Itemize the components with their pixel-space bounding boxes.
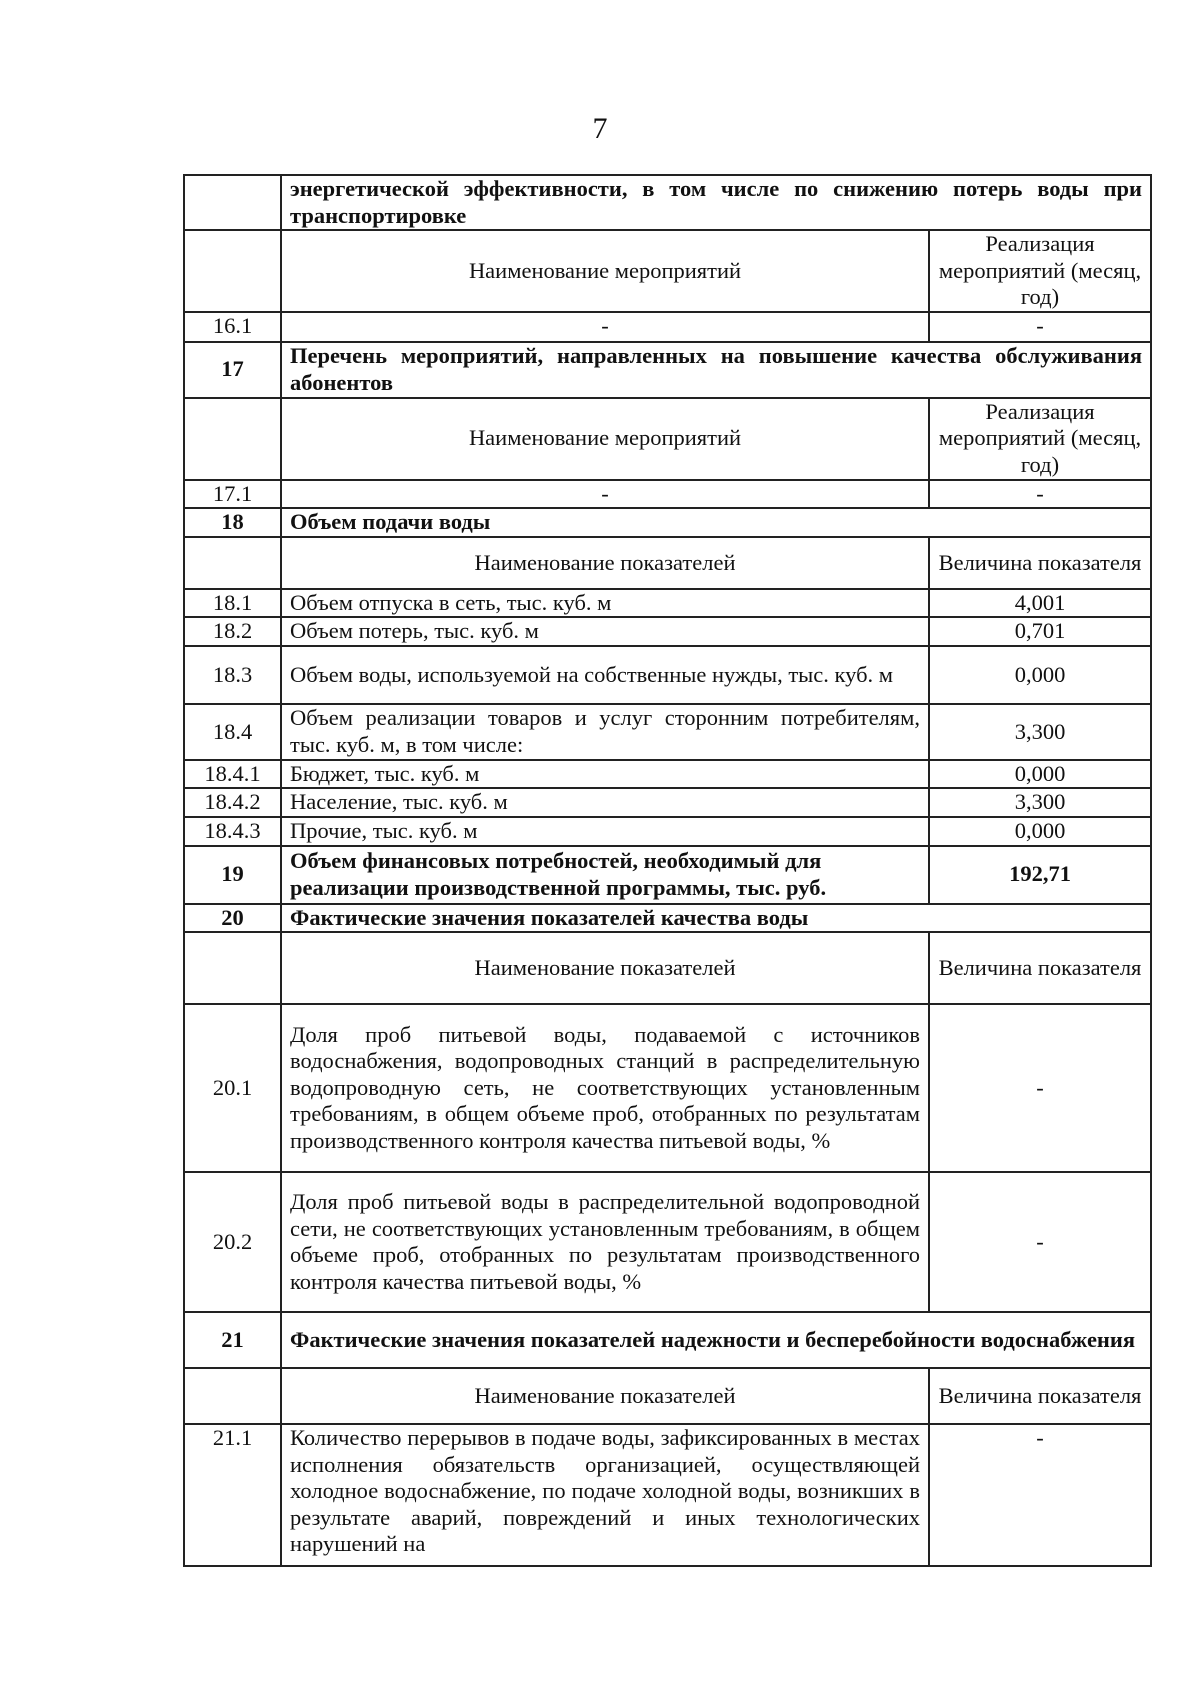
indicator-value: 0,000 <box>929 817 1151 846</box>
section-16-title-continued: энергетической эффективности, в том числе по снижению потерь воды при транспортировке <box>281 175 1151 230</box>
indicator-name: Доля проб питьевой воды в распределительной водопроводной сети, не соответствующих установленным требованиям, в общем объеме проб, отобранных по результатам производственного контроля качества питьевой воды, % <box>281 1172 929 1312</box>
indicator-name: Объем отпуска в сеть, тыс. куб. м <box>281 589 929 618</box>
section-title: Фактические значения показателей качества воды <box>281 904 1151 933</box>
table-row <box>184 904 1151 933</box>
row-number: 18.2 <box>184 617 281 646</box>
section-number: 17 <box>184 342 281 398</box>
table-row <box>184 788 1151 817</box>
row-number: 18.3 <box>184 646 281 704</box>
indicator-name: Объем потерь, тыс. куб. м <box>281 617 929 646</box>
indicator-value: 0,000 <box>929 646 1151 704</box>
financial-needs-label: Объем финансовых потребностей, необходимый для реализации производственной программы, тыс. руб. <box>281 846 929 904</box>
indicators-name-header: Наименование показателей <box>281 932 929 1004</box>
section-title: Фактические значения показателей надежности и бесперебойности водоснабжения <box>281 1312 1151 1368</box>
row-number: 20.1 <box>184 1004 281 1172</box>
financial-needs-value: 192,71 <box>929 846 1151 904</box>
row-number: 18.1 <box>184 589 281 618</box>
table-row <box>184 617 1151 646</box>
indicator-value: 3,300 <box>929 788 1151 817</box>
table-row <box>184 589 1151 618</box>
indicator-name: Количество перерывов в подаче воды, зафиксированных в местах исполнения обязательств организацией, осуществляющей холодное водоснабжение, по подаче холодной воды, возникших в результате аварий, повреждений и иных технологических нарушений на <box>281 1424 929 1566</box>
events-realization-header: Реализация мероприятий (месяц, год) <box>929 398 1151 480</box>
indicators-name-header: Наименование показателей <box>281 1368 929 1424</box>
table-row <box>184 1424 1151 1566</box>
num-cell <box>184 932 281 1004</box>
table-row <box>184 175 1151 230</box>
event-name: - <box>281 480 929 509</box>
event-realization: - <box>929 480 1151 509</box>
table-row <box>184 817 1151 846</box>
indicator-value: 0,000 <box>929 760 1151 789</box>
row-number: 18.4.3 <box>184 817 281 846</box>
table-row <box>184 1368 1151 1424</box>
event-realization: - <box>929 312 1151 342</box>
section-title: Объем подачи воды <box>281 508 1151 537</box>
row-number: 20.2 <box>184 1172 281 1312</box>
table-row <box>184 760 1151 789</box>
num-cell <box>184 175 281 230</box>
row-number: 21.1 <box>184 1424 281 1566</box>
indicator-name: Население, тыс. куб. м <box>281 788 929 817</box>
section-title: Перечень мероприятий, направленных на повышение качества обслуживания абонентов <box>281 342 1151 398</box>
table-row <box>184 312 1151 342</box>
num-cell <box>184 230 281 312</box>
table-row <box>184 846 1151 904</box>
section-number: 21 <box>184 1312 281 1368</box>
section-number: 19 <box>184 846 281 904</box>
table-row <box>184 646 1151 704</box>
indicator-value: - <box>929 1172 1151 1312</box>
indicator-value: 4,001 <box>929 589 1151 618</box>
production-program-table <box>183 174 1152 1567</box>
table-row <box>184 480 1151 509</box>
indicator-value: - <box>929 1424 1151 1566</box>
table-row <box>184 1312 1151 1368</box>
num-cell <box>184 537 281 589</box>
section-number: 20 <box>184 904 281 933</box>
indicator-value: 3,300 <box>929 704 1151 760</box>
indicators-name-header: Наименование показателей <box>281 537 929 589</box>
indicator-name: Прочие, тыс. куб. м <box>281 817 929 846</box>
indicator-value-header: Величина показателя <box>929 537 1151 589</box>
indicator-name: Объем воды, используемой на собственные нужды, тыс. куб. м <box>281 646 929 704</box>
indicator-name: Бюджет, тыс. куб. м <box>281 760 929 789</box>
table-row <box>184 704 1151 760</box>
indicator-name: Доля проб питьевой воды, подаваемой с источников водоснабжения, водопроводных станций в распределительную водопроводную сеть, не соответствующих установленным требованиям, в общем объеме проб, отобранных по результатам производственного контроля качества питьевой воды, % <box>281 1004 929 1172</box>
table-row <box>184 508 1151 537</box>
num-cell <box>184 1368 281 1424</box>
table-row <box>184 230 1151 312</box>
table-row <box>184 398 1151 480</box>
indicator-value: 0,701 <box>929 617 1151 646</box>
indicator-name: Объем реализации товаров и услуг сторонним потребителям, тыс. куб. м, в том числе: <box>281 704 929 760</box>
events-name-header: Наименование мероприятий <box>281 398 929 480</box>
row-number: 18.4 <box>184 704 281 760</box>
table-row <box>184 537 1151 589</box>
table-row <box>184 1172 1151 1312</box>
events-name-header: Наименование мероприятий <box>281 230 929 312</box>
table-row <box>184 342 1151 398</box>
row-number: 16.1 <box>184 312 281 342</box>
table-row <box>184 932 1151 1004</box>
page-number: 7 <box>592 112 608 145</box>
section-number: 18 <box>184 508 281 537</box>
events-realization-header: Реализация мероприятий (месяц, год) <box>929 230 1151 312</box>
indicator-value-header: Величина показателя <box>929 932 1151 1004</box>
row-number: 17.1 <box>184 480 281 509</box>
indicator-value: - <box>929 1004 1151 1172</box>
event-name: - <box>281 312 929 342</box>
table-row <box>184 1004 1151 1172</box>
row-number: 18.4.1 <box>184 760 281 789</box>
num-cell <box>184 398 281 480</box>
row-number: 18.4.2 <box>184 788 281 817</box>
indicator-value-header: Величина показателя <box>929 1368 1151 1424</box>
